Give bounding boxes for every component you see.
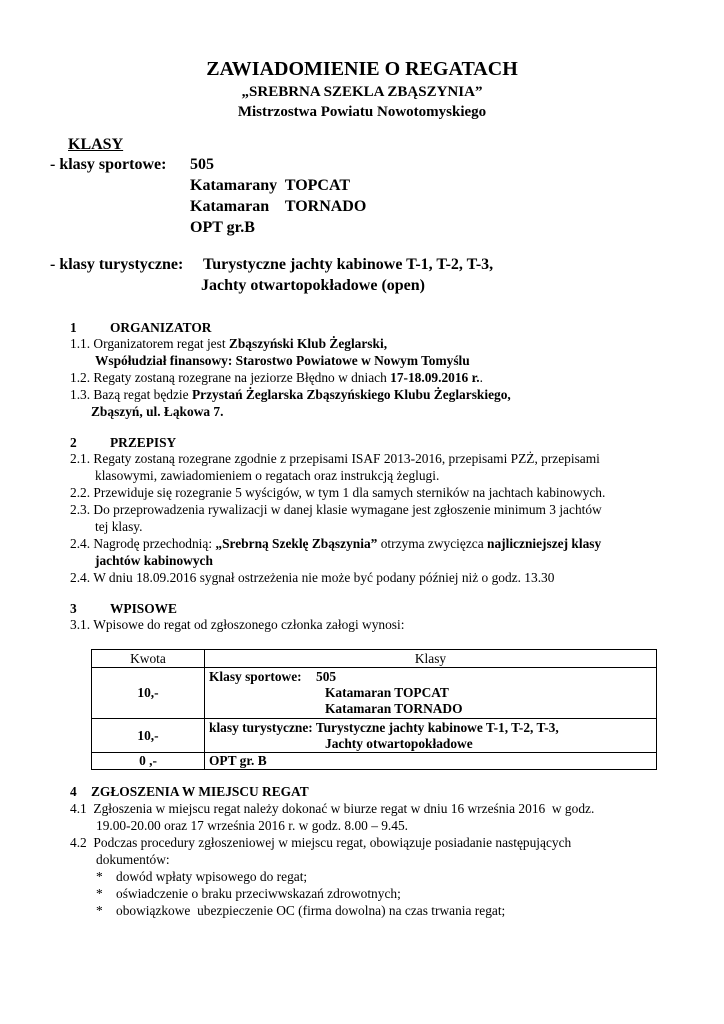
paragraph-1-1: 1.1. Organizatorem regat jest Zbąszyński Klub Żeglarski,	[70, 336, 388, 351]
sport-class-item: Katamaran TORNADO	[190, 198, 367, 215]
section-title-przepisy: PRZEPISY	[110, 435, 177, 450]
paragraph-2-2: 2.2. Przewiduje się rozegranie 5 wyścigów, w tym 1 dla samych sterników na jachtach kabinowych.	[70, 485, 606, 500]
bullet-icon: *	[96, 886, 103, 901]
paragraph-1-3-cont: Zbąszyń, ul. Łąkowa 7.	[91, 404, 224, 419]
sport-class-item: 505	[190, 156, 214, 173]
tour-class-line: Jachty otwartopokładowe (open)	[201, 277, 425, 294]
bullet-icon: *	[96, 869, 103, 884]
paragraph-2-4-cont: jachtów kabinowych	[95, 553, 213, 568]
list-item: dowód wpłaty wpisowego do regat;	[116, 869, 308, 884]
section-number: 1	[70, 320, 77, 335]
table-header-kwota: Kwota	[92, 650, 205, 668]
list-item: oświadczenie o braku przeciwwskazań zdrowotnych;	[116, 886, 401, 901]
table-header-klasy: Klasy	[205, 650, 657, 668]
paragraph-2-3: 2.3. Do przeprowadzenia rywalizacji w danej klasie wymagane jest zgłoszenie minimum 3 jachtów	[70, 502, 602, 517]
fee-classes: OPT gr. B	[205, 753, 657, 770]
paragraph-2-1-cont: klasowymi, zawiadomieniem o regatach oraz instrukcją żeglugi.	[95, 468, 440, 483]
tour-classes-label: - klasy turystyczne:	[50, 256, 184, 273]
paragraph-1-2: 1.2. Regaty zostaną rozegrane na jeziorze Błędno w dniach 17-18.09.2016 r..	[70, 370, 484, 385]
sport-classes-label: - klasy sportowe:	[50, 156, 167, 173]
fee-classes: klasy turystyczne: Turystyczne jachty kabinowe T-1, T-2, T-3, Jachty otwartopokładowe	[205, 719, 657, 753]
bullet-icon: *	[96, 903, 103, 918]
document-title: ZAWIADOMIENIE O REGATACH	[206, 58, 518, 80]
paragraph-4-1: 4.1 Zgłoszenia w miejscu regat należy dokonać w biurze regat w dniu 16 września 2016 w godz.	[70, 801, 595, 816]
section-title-organizator: ORGANIZATOR	[110, 320, 212, 335]
fee-amount: 10,-	[92, 719, 205, 753]
paragraph-1-1-cont: Współudział finansowy: Starostwo Powiatowe w Nowym Tomyślu	[95, 353, 470, 368]
section-title-zgloszenia: ZGŁOSZENIA W MIEJSCU REGAT	[91, 784, 309, 799]
section-title-wpisowe: WPISOWE	[110, 601, 177, 616]
paragraph-3-1: 3.1. Wpisowe do regat od zgłoszonego członka załogi wynosi:	[70, 617, 405, 632]
table-row	[92, 719, 657, 753]
paragraph-2-4b: 2.4. W dniu 18.09.2016 sygnał ostrzeżenia nie może być podany później niż o godz. 13.30	[70, 570, 555, 585]
paragraph-2-1: 2.1. Regaty zostaną rozegrane zgodnie z przepisami ISAF 2013-2016, przepisami PZŻ, przepisami	[70, 451, 600, 466]
paragraph-1-3: 1.3. Bazą regat będzie Przystań Żeglarska Zbąszyńskiego Klubu Żeglarskiego,	[70, 387, 511, 402]
fee-table	[91, 649, 657, 770]
document-subtitle: „SREBRNA SZEKLA ZBĄSZYNIA”	[241, 84, 483, 100]
list-item: obowiązkowe ubezpieczenie OC (firma dowolna) na czas trwania regat;	[116, 903, 506, 918]
fee-amount: 0 ,-	[92, 753, 205, 770]
sport-class-item: OPT gr.B	[190, 219, 255, 236]
paragraph-2-3-cont: tej klasy.	[95, 519, 143, 534]
document-subtitle-2: Mistrzostwa Powiatu Nowotomyskiego	[237, 104, 487, 120]
paragraph-4-2: 4.2 Podczas procedury zgłoszeniowej w miejscu regat, obowiązuje posiadanie następujących	[70, 835, 572, 850]
paragraph-4-1-cont: 19.00-20.00 oraz 17 września 2016 r. w godz. 8.00 – 9.45.	[96, 818, 409, 833]
fee-amount: 10,-	[92, 668, 205, 719]
table-row	[92, 668, 657, 719]
tour-class-line: Turystyczne jachty kabinowe T-1, T-2, T-3,	[203, 256, 494, 273]
table-row	[92, 753, 657, 770]
section-number: 3	[70, 601, 77, 616]
fee-classes: Klasy sportowe: 505 Katamaran TOPCAT Katamaran TORNADO	[205, 668, 657, 719]
section-number: 4	[70, 784, 77, 799]
table-header-row	[92, 650, 657, 668]
section-number: 2	[70, 435, 77, 450]
sport-class-item: Katamarany TOPCAT	[190, 177, 351, 194]
paragraph-4-2-cont: dokumentów:	[96, 852, 170, 867]
paragraph-2-4: 2.4. Nagrodę przechodnią: „Srebrną Szeklę Zbąszynia” otrzyma zwycięzca najliczniejszej klasy	[70, 536, 602, 551]
klasy-heading: KLASY	[68, 136, 124, 153]
